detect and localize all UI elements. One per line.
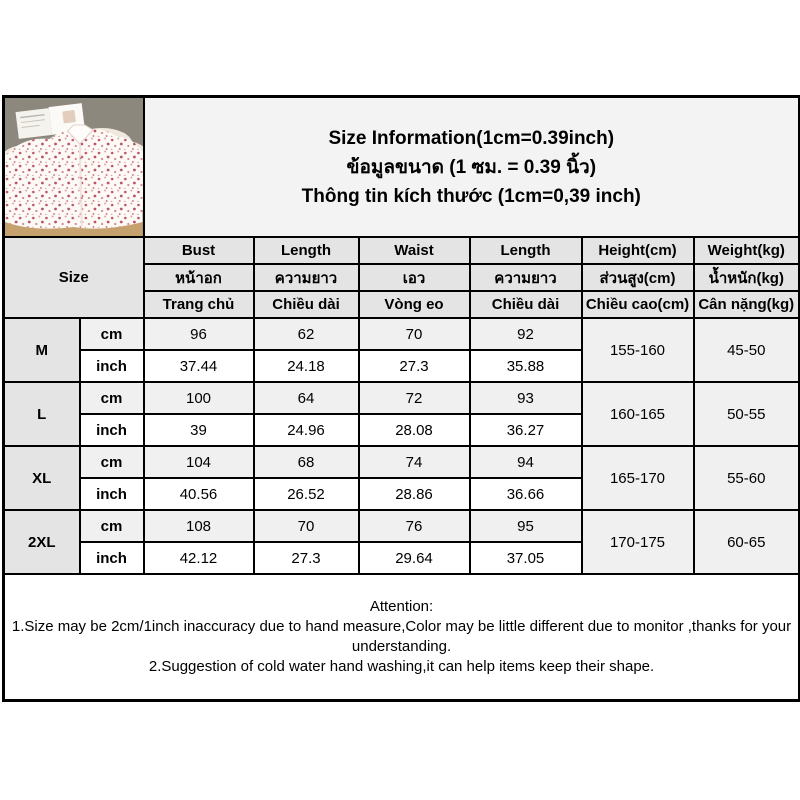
m-inch-length1: 24.18 <box>254 350 359 382</box>
size-label-2xl: 2XL <box>4 510 80 574</box>
m-cm-length2: 92 <box>470 318 582 350</box>
xl-inch-bust: 40.56 <box>144 478 254 510</box>
title-cell <box>144 97 800 238</box>
unit-label-cm: cm <box>80 510 144 542</box>
col-header-length1-en: Length <box>254 237 359 264</box>
attention-line-2: 2.Suggestion of cold water hand washing,it can help items keep their shape. <box>148 658 655 675</box>
col-header-bust-en: Bust <box>144 237 254 264</box>
col-header-waist-vi: Vòng eo <box>359 291 470 318</box>
col-header-height-th: ส่วนสูง(cm) <box>582 264 694 291</box>
l-inch-waist: 28.08 <box>359 414 470 446</box>
2xl-cm-bust: 108 <box>144 510 254 542</box>
m-height-range: 155-160 <box>582 318 694 382</box>
unit-label-inch: inch <box>80 350 144 382</box>
l-inch-bust: 39 <box>144 414 254 446</box>
xl-weight-range: 55-60 <box>694 446 800 510</box>
col-header-weight-en: Weight(kg) <box>694 237 800 264</box>
xl-height-range: 165-170 <box>582 446 694 510</box>
col-header-bust-th: หน้าอก <box>144 264 254 291</box>
l-cm-length2: 93 <box>470 382 582 414</box>
row-m-cm <box>4 318 800 350</box>
m-cm-waist: 70 <box>359 318 470 350</box>
row-xl-cm <box>4 446 800 478</box>
2xl-height-range: 170-175 <box>582 510 694 574</box>
col-header-length1-th: ความยาว <box>254 264 359 291</box>
l-inch-length2: 36.27 <box>470 414 582 446</box>
attention-heading: Attention: <box>369 598 434 615</box>
attention-line-1: 1.Size may be 2cm/1inch inaccuracy due to hand measure,Color may be little different due to monitor ,thanks for your understanding. <box>11 618 792 655</box>
l-cm-waist: 72 <box>359 382 470 414</box>
l-weight-range: 50-55 <box>694 382 800 446</box>
m-inch-length2: 35.88 <box>470 350 582 382</box>
2xl-cm-length2: 95 <box>470 510 582 542</box>
unit-label-cm: cm <box>80 318 144 350</box>
header-row-en <box>4 237 800 264</box>
col-header-weight-vi: Cân nặng(kg) <box>694 291 800 318</box>
title-line-th: ข้อมูลขนาด (1 ซม. = 0.39 นิ้ว) <box>346 156 597 178</box>
xl-inch-waist: 28.86 <box>359 478 470 510</box>
size-label-l: L <box>4 382 80 446</box>
size-label-m: M <box>4 318 80 382</box>
unit-label-inch: inch <box>80 478 144 510</box>
product-photo <box>5 98 143 236</box>
xl-cm-bust: 104 <box>144 446 254 478</box>
col-header-length2-vi: Chiều dài <box>470 291 582 318</box>
2xl-cm-waist: 76 <box>359 510 470 542</box>
attention-row <box>4 574 800 701</box>
xl-cm-length1: 68 <box>254 446 359 478</box>
col-header-length2-en: Length <box>470 237 582 264</box>
l-inch-length1: 24.96 <box>254 414 359 446</box>
2xl-weight-range: 60-65 <box>694 510 800 574</box>
unit-label-inch: inch <box>80 542 144 574</box>
col-header-waist-en: Waist <box>359 237 470 264</box>
top-row <box>4 97 800 238</box>
2xl-inch-waist: 29.64 <box>359 542 470 574</box>
l-height-range: 160-165 <box>582 382 694 446</box>
2xl-inch-length1: 27.3 <box>254 542 359 574</box>
l-cm-length1: 64 <box>254 382 359 414</box>
size-chart-content <box>2 95 798 702</box>
2xl-cm-length1: 70 <box>254 510 359 542</box>
m-weight-range: 45-50 <box>694 318 800 382</box>
size-label-xl: XL <box>4 446 80 510</box>
col-header-bust-vi: Trang chủ <box>144 291 254 318</box>
2xl-inch-bust: 42.12 <box>144 542 254 574</box>
unit-label-cm: cm <box>80 382 144 414</box>
col-header-length2-th: ความยาว <box>470 264 582 291</box>
xl-inch-length2: 36.66 <box>470 478 582 510</box>
col-header-length1-vi: Chiều dài <box>254 291 359 318</box>
l-cm-bust: 100 <box>144 382 254 414</box>
product-photo-cell <box>4 97 144 238</box>
row-l-cm <box>4 382 800 414</box>
unit-label-inch: inch <box>80 414 144 446</box>
title-line-vi: Thông tin kích thước (1cm=0,39 inch) <box>301 185 641 207</box>
title-line-en: Size Information(1cm=0.39inch) <box>328 127 615 149</box>
m-inch-waist: 27.3 <box>359 350 470 382</box>
col-header-height-en: Height(cm) <box>582 237 694 264</box>
xl-inch-length1: 26.52 <box>254 478 359 510</box>
col-header-height-vi: Chiều cao(cm) <box>582 291 694 318</box>
2xl-inch-length2: 37.05 <box>470 542 582 574</box>
size-corner-label: Size <box>4 237 144 318</box>
col-header-waist-th: เอว <box>359 264 470 291</box>
xl-cm-length2: 94 <box>470 446 582 478</box>
col-header-weight-th: น้ำหนัก(kg) <box>694 264 800 291</box>
size-table <box>2 95 800 702</box>
m-inch-bust: 37.44 <box>144 350 254 382</box>
unit-label-cm: cm <box>80 446 144 478</box>
m-cm-length1: 62 <box>254 318 359 350</box>
row-2xl-cm <box>4 510 800 542</box>
attention-cell <box>4 574 800 701</box>
m-cm-bust: 96 <box>144 318 254 350</box>
xl-cm-waist: 74 <box>359 446 470 478</box>
